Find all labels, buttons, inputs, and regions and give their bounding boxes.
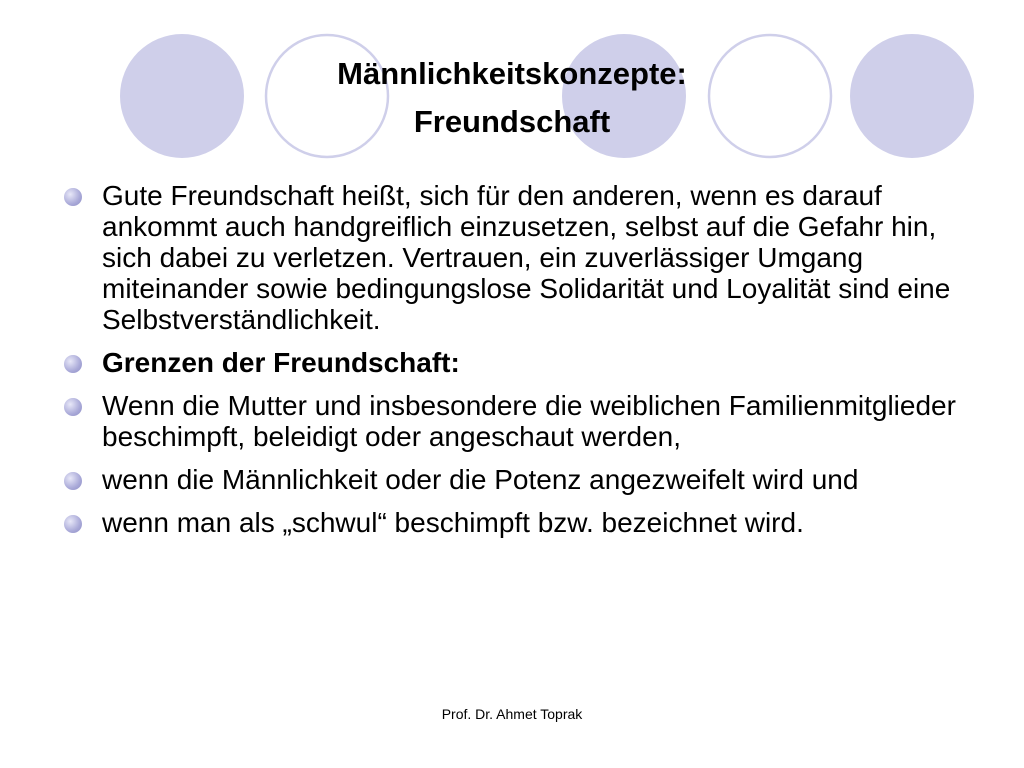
bullet-text: Gute Freundschaft heißt, sich für den anderen, wenn es darauf ankommt auch handgreiflich einzusetzen, selbst auf die Gefahr hin, sich dabei zu verletzen. Vertrauen, ein zuverlässiger Umgang miteinander sowie bedingungslose Solidarität und Loyalität sind eine Selbstverständlichkeit. bbox=[102, 180, 951, 335]
bullet-text: wenn man als „schwul“ beschimpft bzw. bezeichnet wird. bbox=[102, 507, 804, 538]
bullet-item-masculinity bbox=[60, 464, 990, 495]
bullet-item-insult bbox=[60, 507, 990, 538]
bullet-item-friendship bbox=[60, 180, 990, 335]
footer-author: Prof. Dr. Ahmet Toprak bbox=[441, 706, 583, 722]
bullet-item-limits bbox=[60, 347, 990, 378]
bullet-list bbox=[60, 180, 990, 550]
bullet-text: Grenzen der Freundschaft: bbox=[102, 347, 460, 378]
bullet-text: wenn die Männlichkeit oder die Potenz angezweifelt wird und bbox=[102, 464, 859, 495]
bullet-icon bbox=[64, 398, 82, 416]
bullet-text: Wenn die Mutter und insbesondere die weiblichen Familienmitglieder beschimpft, beleidigt oder angeschaut werden, bbox=[102, 390, 956, 452]
bullet-icon bbox=[64, 188, 82, 206]
bullet-icon bbox=[64, 355, 82, 373]
bullet-icon bbox=[64, 472, 82, 490]
bullet-item-mother bbox=[60, 390, 990, 452]
slide-title-line-2: Freundschaft bbox=[413, 104, 611, 139]
slide-title-line-1: Männlichkeitskonzepte: bbox=[337, 56, 687, 91]
slide-title bbox=[0, 50, 1024, 146]
bullet-icon bbox=[64, 515, 82, 533]
